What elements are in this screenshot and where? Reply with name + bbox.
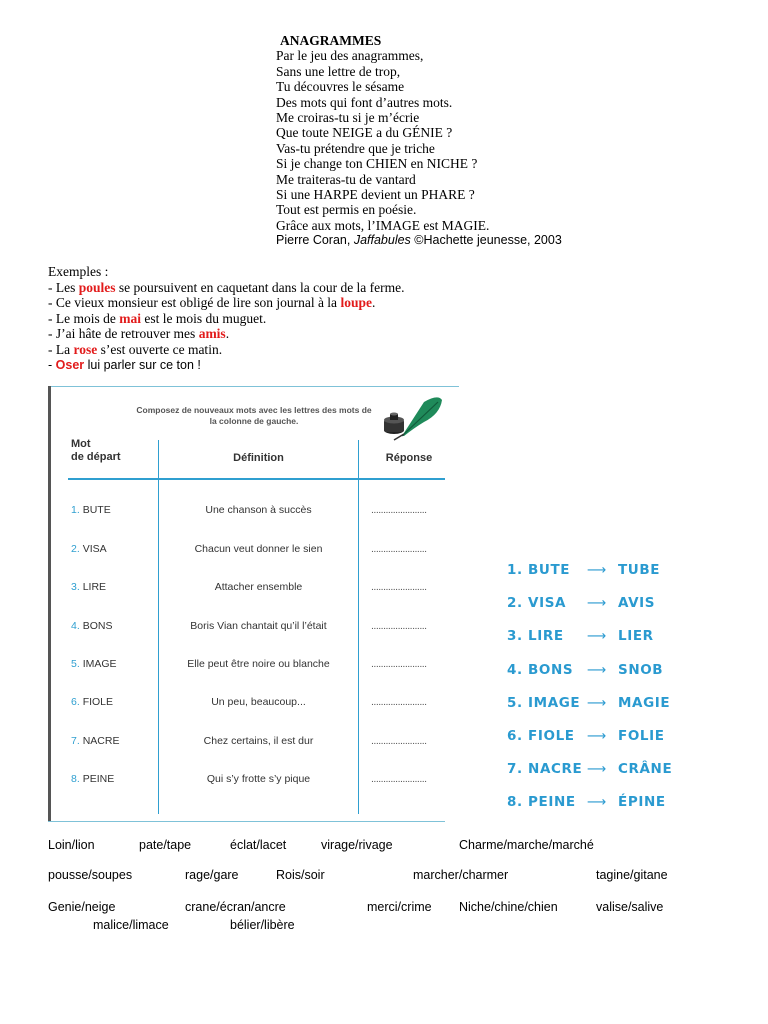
- header-mot-line2: de départ: [71, 451, 121, 463]
- table-row: [48, 735, 448, 751]
- word: BUTE: [82, 504, 111, 516]
- answer-from: [507, 728, 575, 744]
- example-anagram-word: loupe: [340, 295, 372, 311]
- answer-word: LIRE: [528, 628, 564, 644]
- example-text: - Les: [48, 279, 79, 295]
- example-anagram-word: amis: [198, 326, 226, 342]
- anagram-pair: crane/écran/ancre: [185, 900, 286, 914]
- start-word: [71, 504, 111, 516]
- poem-line: Des mots qui font d’autres mots.: [276, 94, 453, 110]
- answer-number: 3.: [507, 628, 523, 644]
- example-line: [48, 295, 608, 311]
- poem-line: Par le jeu des anagrammes,: [276, 48, 424, 64]
- answer-blank: .......................: [371, 773, 427, 785]
- anagram-pair: merci/crime: [367, 900, 432, 914]
- answer-blank: .......................: [371, 581, 427, 593]
- example-line: [48, 326, 608, 342]
- poem-line: Si je change ton CHIEN en NICHE ?: [276, 156, 478, 172]
- definition: Une chanson à succès: [205, 504, 312, 516]
- answer-to: LIER: [618, 628, 654, 644]
- definition: Qui s’y frotte s’y pique: [206, 773, 311, 785]
- answer-to: MAGIE: [618, 695, 671, 711]
- definition: Elle peut être noire ou blanche: [187, 658, 330, 670]
- poem-line: Vas-tu prétendre que je triche: [276, 140, 435, 156]
- anagram-pair: Rois/soir: [276, 868, 325, 882]
- example-text: .: [225, 326, 230, 342]
- anagram-pair: éclat/lacet: [230, 838, 287, 852]
- poem-line: Tu découvres le sésame: [276, 79, 405, 95]
- example-text: s’est ouverte ce matin.: [97, 341, 223, 357]
- table-row: [48, 504, 448, 520]
- answer-number: 4.: [507, 662, 523, 678]
- example-line: [48, 342, 608, 358]
- start-word: [71, 543, 107, 555]
- example-anagram-word: mai: [119, 310, 141, 326]
- example-text: - La: [48, 341, 74, 357]
- arrow-right-icon: ⟶: [587, 794, 607, 810]
- left-rule: [48, 386, 51, 822]
- row-number: 6.: [71, 696, 80, 708]
- example-text: - J’ai hâte de retrouver mes: [48, 326, 199, 342]
- start-word: [71, 581, 106, 593]
- answer-blank: .......................: [371, 504, 427, 516]
- answer-from: [507, 695, 580, 711]
- exercise-worksheet: [48, 386, 460, 822]
- table-row: [48, 581, 448, 597]
- answer-blank: .......................: [371, 696, 427, 708]
- answer-word: FIOLE: [528, 728, 575, 744]
- poem-title: ANAGRAMMES: [280, 33, 382, 48]
- answer-blank: .......................: [371, 735, 427, 747]
- start-word: [71, 658, 117, 670]
- arrow-right-icon: ⟶: [587, 628, 607, 644]
- example-text: - Ce vieux monsieur est obligé de lire son journal à la: [48, 295, 341, 311]
- arrow-right-icon: ⟶: [587, 695, 607, 711]
- anagram-pair: pate/tape: [139, 838, 192, 852]
- answer-to: AVIS: [618, 595, 656, 611]
- poem-line: Sans une lettre de trop,: [276, 63, 401, 79]
- table-row: [48, 658, 448, 674]
- answer-blank: .......................: [371, 658, 427, 670]
- answer-from: [507, 628, 564, 644]
- answer-to: SNOB: [618, 662, 664, 678]
- top-rule: [48, 386, 459, 387]
- anagram-pair: tagine/gitane: [596, 868, 668, 882]
- anagram-pair: rage/gare: [185, 868, 239, 882]
- exercise-instruction: Composez de nouveaux mots avec les lettres des mots de la colonne de gauche.: [136, 405, 372, 426]
- start-word: [71, 773, 114, 785]
- example-anagram-word: rose: [73, 341, 98, 357]
- arrow-right-icon: ⟶: [587, 595, 607, 611]
- row-number: 5.: [71, 658, 80, 670]
- word: BONS: [82, 620, 113, 632]
- answer-from: [507, 761, 582, 777]
- example-text: - Le mois de: [48, 310, 120, 326]
- anagram-pair: bélier/libère: [230, 918, 295, 932]
- anagram-pair: Loin/lion: [48, 838, 95, 852]
- example-anagram-word: Oser: [55, 357, 85, 372]
- row-number: 4.: [71, 620, 80, 632]
- poem-line: Me croiras-tu si je m’écrie: [276, 110, 420, 126]
- anagram-pair: marcher/charmer: [413, 868, 509, 882]
- answer-to: TUBE: [618, 562, 661, 578]
- credit-publisher: ©Hachette jeunesse, 2003: [410, 233, 562, 248]
- example-anagram-word: poules: [78, 279, 116, 295]
- definition: Chez certains, il est dur: [203, 735, 314, 747]
- anagram-pair: malice/limace: [93, 918, 169, 932]
- word: NACRE: [82, 735, 120, 747]
- example-text: se poursuivent en caquetant dans la cour de la ferme.: [115, 279, 405, 295]
- answer-word: BONS: [528, 662, 574, 678]
- bottom-rule: [48, 821, 445, 822]
- credit-author: Pierre Coran,: [276, 233, 354, 248]
- table-row: [48, 620, 448, 636]
- example-text: lui parler sur ce ton !: [84, 357, 201, 372]
- word: PEINE: [82, 773, 115, 785]
- word: VISA: [82, 543, 107, 555]
- row-number: 7.: [71, 735, 80, 747]
- answer-number: 8.: [507, 794, 523, 810]
- poem: [276, 33, 636, 249]
- answer-to: FOLIE: [618, 728, 665, 744]
- arrow-right-icon: ⟶: [587, 562, 607, 578]
- poem-line: Me traiteras-tu de vantard: [276, 171, 416, 187]
- examples-heading: Exemples :: [48, 264, 109, 279]
- column-header-reponse: Réponse: [385, 452, 433, 464]
- answer-word: BUTE: [528, 562, 571, 578]
- definition: Boris Vian chantait qu’il l’était: [190, 620, 327, 632]
- row-number: 1.: [71, 504, 80, 516]
- poem-line: Que toute NEIGE a du GÉNIE ?: [276, 125, 453, 141]
- answer-from: [507, 595, 566, 611]
- answer-blank: .......................: [371, 620, 427, 632]
- definition: Attacher ensemble: [214, 581, 303, 593]
- examples: [48, 264, 608, 373]
- answer-word: NACRE: [528, 761, 583, 777]
- anagram-pair: Niche/chine/chien: [459, 900, 558, 914]
- header-mot-line1: Mot: [71, 438, 91, 450]
- example-text: -: [48, 357, 56, 372]
- definition: Un peu, beaucoup...: [211, 696, 306, 708]
- header-rule: [68, 478, 445, 480]
- answer-word: IMAGE: [528, 695, 581, 711]
- table-row: [48, 543, 448, 559]
- answer-from: [507, 662, 573, 678]
- answer-number: 2.: [507, 595, 523, 611]
- answer-number: 7.: [507, 761, 523, 777]
- word: FIOLE: [82, 696, 114, 708]
- poem-credit: [276, 233, 636, 248]
- start-word: [71, 696, 113, 708]
- anagram-pair: Charme/marche/marché: [459, 838, 594, 852]
- answer-to: CRÂNE: [618, 761, 673, 777]
- arrow-right-icon: ⟶: [587, 728, 607, 744]
- row-number: 2.: [71, 543, 80, 555]
- word: IMAGE: [82, 658, 117, 670]
- table-row: [48, 773, 448, 789]
- answer-blank: .......................: [371, 543, 427, 555]
- answer-from: [507, 562, 570, 578]
- word: LIRE: [82, 581, 107, 593]
- anagram-pair: valise/salive: [596, 900, 664, 914]
- start-word: [71, 735, 119, 747]
- inkwell-quill-icon: [380, 396, 444, 448]
- answer-word: PEINE: [528, 794, 576, 810]
- anagram-pair: pousse/soupes: [48, 868, 133, 882]
- example-text: est le mois du muguet.: [140, 310, 267, 326]
- column-header-mot: [71, 438, 121, 464]
- answer-number: 1.: [507, 562, 523, 578]
- arrow-right-icon: ⟶: [587, 761, 607, 777]
- start-word: [71, 620, 112, 632]
- anagram-pair: virage/rivage: [321, 838, 393, 852]
- answer-from: [507, 794, 576, 810]
- answer-word: VISA: [528, 595, 567, 611]
- table-row: [48, 696, 448, 712]
- example-line: [48, 311, 608, 327]
- arrow-right-icon: ⟶: [587, 662, 607, 678]
- example-line: [48, 358, 608, 374]
- poem-line: Tout est permis en poésie.: [276, 202, 417, 218]
- column-header-definition: Définition: [233, 452, 284, 464]
- anagram-pair: Genie/neige: [48, 900, 116, 914]
- poem-line: Grâce aux mots, l’IMAGE est MAGIE.: [276, 217, 490, 233]
- poem-line: Si une HARPE devient un PHARE ?: [276, 187, 475, 203]
- row-number: 8.: [71, 773, 80, 785]
- answer-number: 5.: [507, 695, 523, 711]
- credit-book: Jaffabules: [353, 233, 411, 248]
- answer-to: ÉPINE: [618, 794, 666, 810]
- answer-number: 6.: [507, 728, 523, 744]
- definition: Chacun veut donner le sien: [194, 543, 323, 555]
- example-text: .: [371, 295, 376, 311]
- row-number: 3.: [71, 581, 80, 593]
- example-line: [48, 280, 608, 296]
